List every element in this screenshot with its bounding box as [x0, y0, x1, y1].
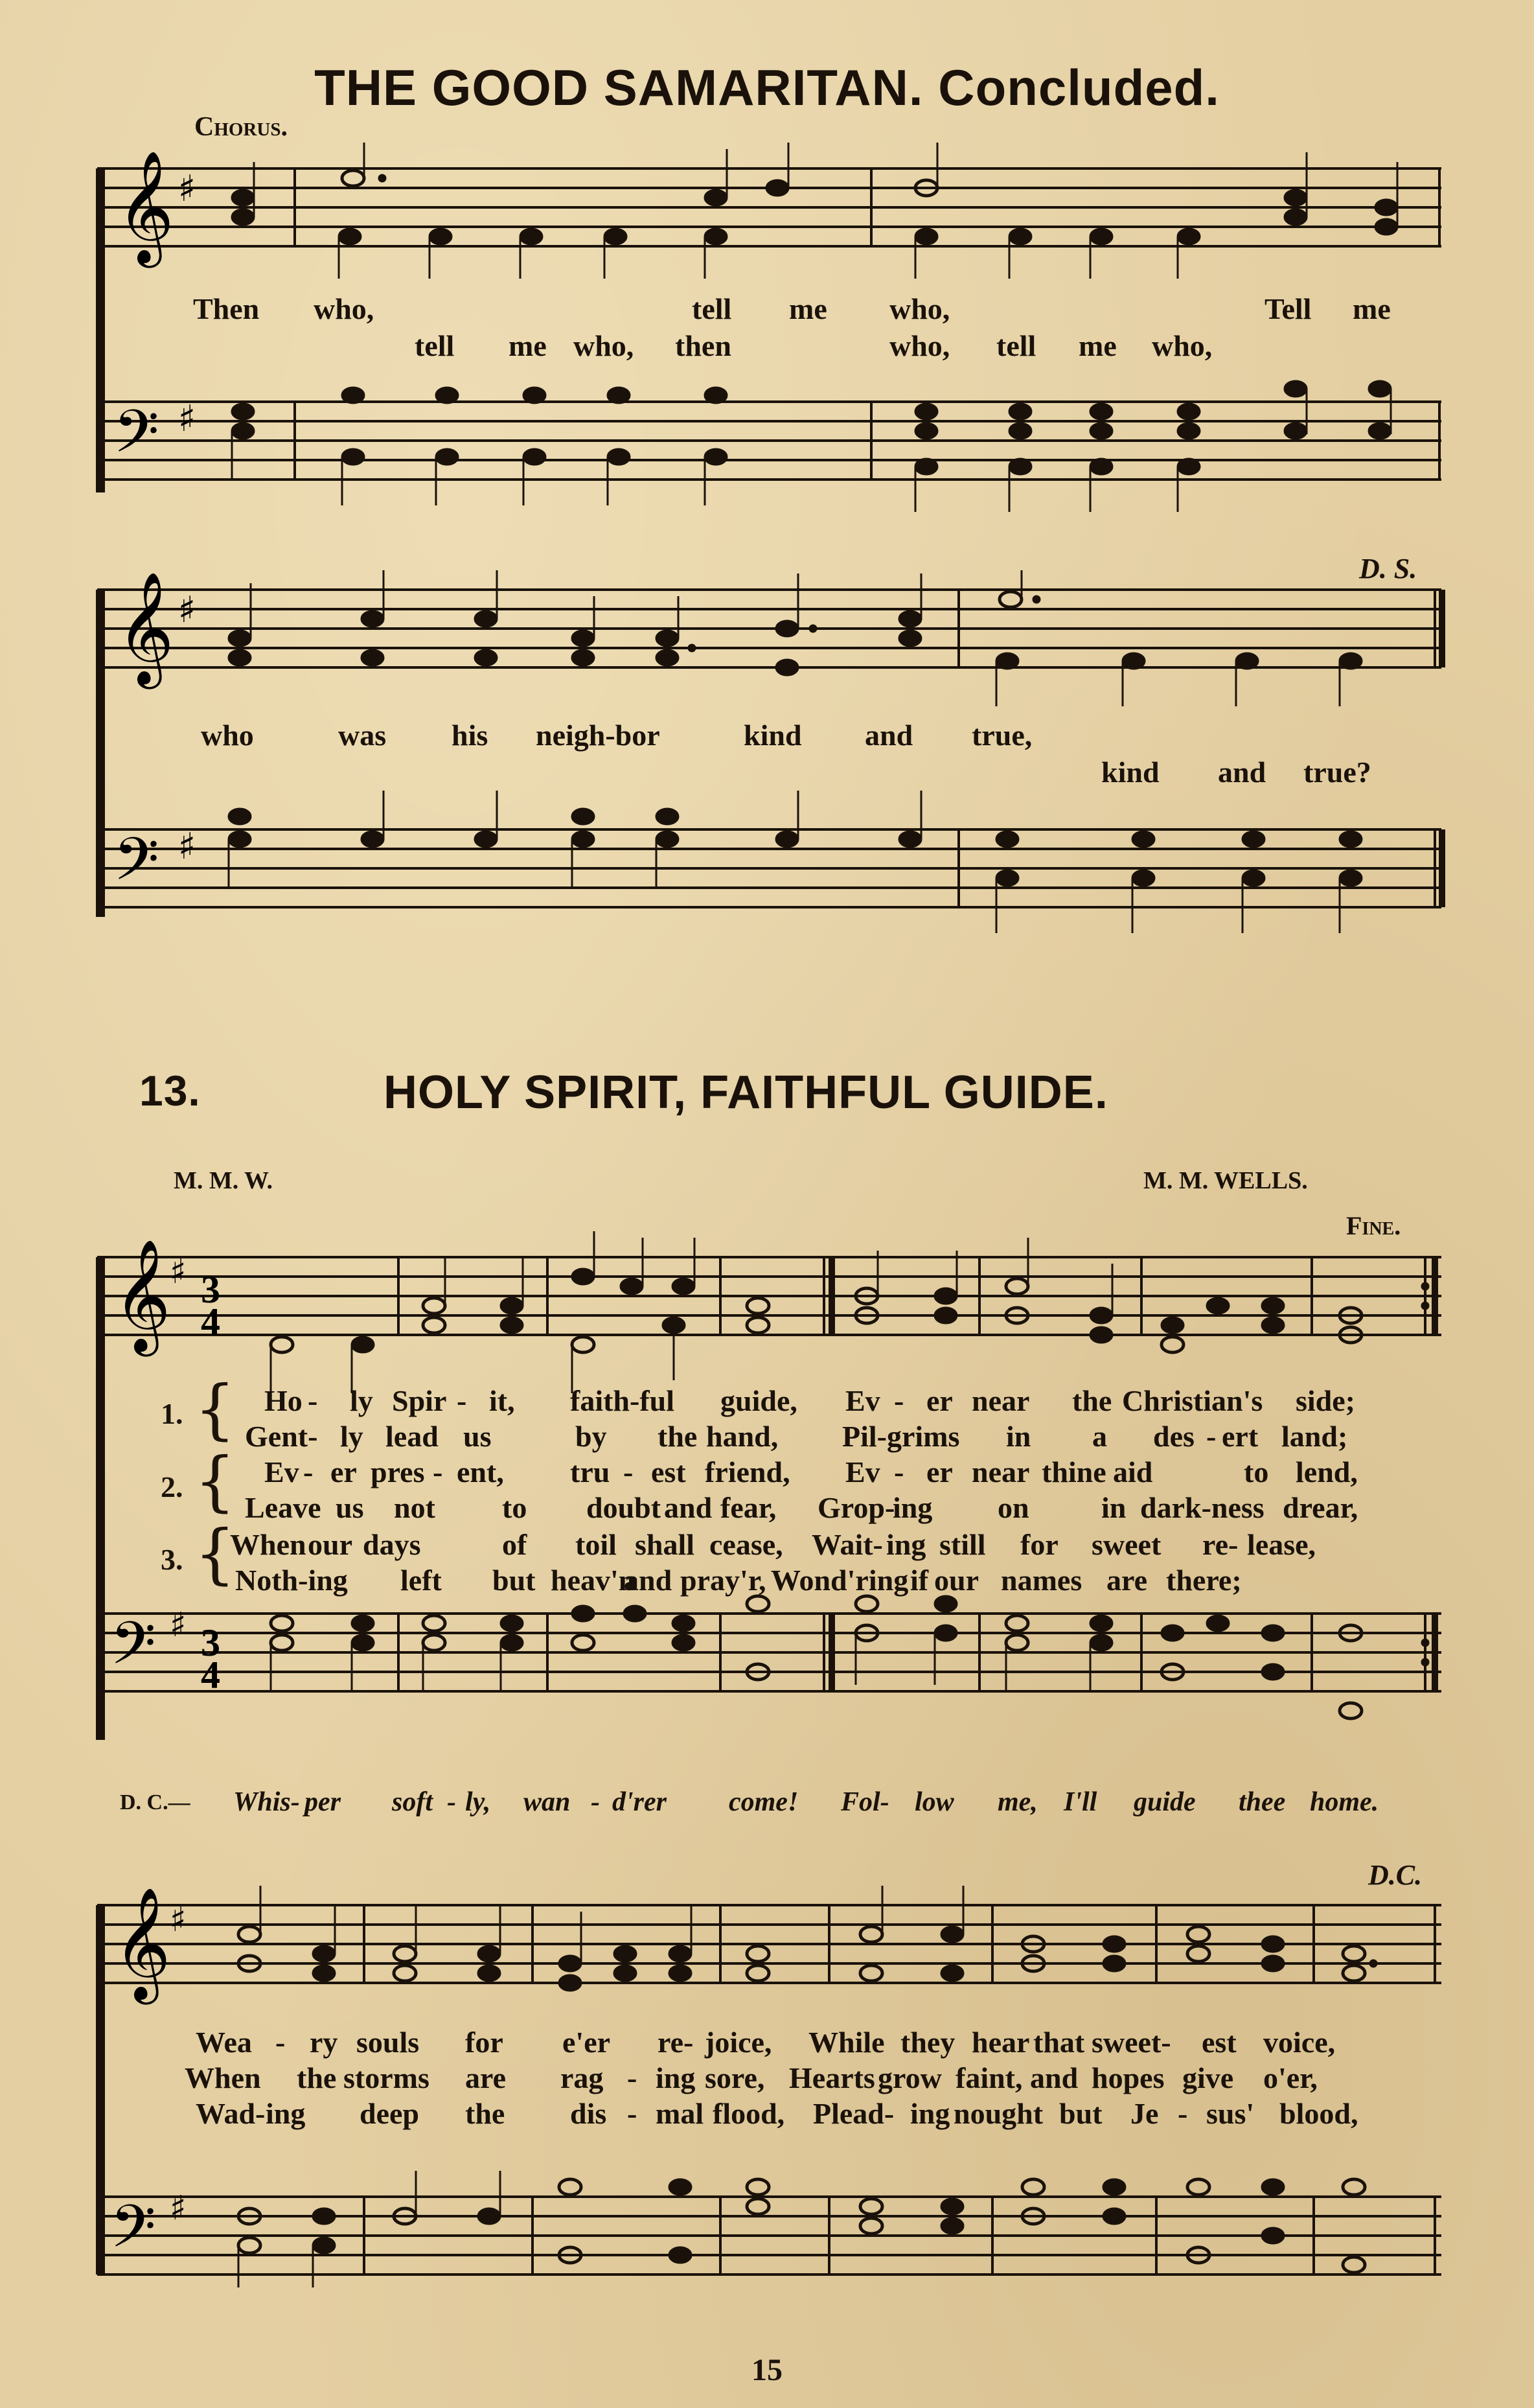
- stanza-3-line-2: Noth-ing left but heav'n and pray'r, Wond'ring if our names are there;: [235, 1564, 1242, 1597]
- svg-text:♯: ♯: [178, 168, 196, 210]
- samaritan-lyric-line-2-upper: who was his neigh-bor kind and true,: [201, 719, 1033, 752]
- stanza-1-line-1: Ho - ly Spir - it, faith-ful guide, Ev - er near the Christian's side;: [264, 1384, 1355, 1417]
- svg-text:𝄞: 𝄞: [113, 1239, 171, 1352]
- svg-text:𝄞: 𝄞: [117, 150, 174, 263]
- samaritan-lyric-line-2-lower: kind and true?: [1101, 756, 1371, 789]
- stanza-3-brace: {: [194, 1516, 236, 1592]
- refrain-line-1: Wea - ry souls for e'er re- joice, While they hear that sweet- est voice,: [196, 2026, 1336, 2059]
- stanza-2-number: 2.: [161, 1470, 183, 1503]
- svg-text:♯: ♯: [178, 398, 196, 440]
- stanza-2-line-2: Leave us not to doubt and fear, Grop- ing on in dark-ness drear,: [245, 1491, 1358, 1524]
- stanza-2-line-1: Ev - er pres - ent, tru - est friend, Ev - er near thine aid to lend,: [264, 1455, 1358, 1488]
- stanza-1-brace: {: [194, 1371, 236, 1447]
- page-number: 15: [751, 2353, 783, 2387]
- svg-text:3: 3: [201, 1621, 220, 1664]
- ds-mark: D. S.: [1359, 553, 1417, 585]
- svg-text:𝄢: 𝄢: [110, 2192, 156, 2275]
- composer-name: M. M. WELLS.: [1143, 1167, 1308, 1194]
- svg-text:𝄞: 𝄞: [113, 1887, 171, 2000]
- refrain-line-3: Wad- ing deep the dis - mal flood, Plead- ing nought but Je - sus' blood,: [196, 2097, 1358, 2130]
- svg-text:4: 4: [201, 1654, 220, 1696]
- stanza-3-line-1: When our days of toil shall cease, Wait- ing still for sweet re- lease,: [230, 1528, 1316, 1561]
- stanza-2-brace: {: [194, 1443, 236, 1519]
- dc-lyric-line: D. C.— Whis- per soft - ly, wan - d'rer come! Fol- low me, I'll guide thee home.: [120, 1787, 1379, 1817]
- samaritan-lyric-line-1-upper: Then who, tell me who, Tell me: [193, 292, 1391, 325]
- svg-text:𝄢: 𝄢: [113, 825, 159, 908]
- svg-text:♯: ♯: [170, 1606, 187, 1645]
- fine-mark: Fine.: [1346, 1211, 1401, 1240]
- svg-text:♯: ♯: [170, 1901, 187, 1939]
- samaritan-lyric-line-1-lower: tell me who, then who, tell me who,: [415, 329, 1213, 362]
- svg-text:♯: ♯: [178, 589, 196, 631]
- dc-mark: D.C.: [1368, 1859, 1423, 1891]
- hymn-title: HOLY SPIRIT, FAITHFUL GUIDE.: [384, 1067, 1108, 1118]
- svg-text:𝄞: 𝄞: [117, 572, 174, 684]
- svg-text:♯: ♯: [170, 1253, 187, 1291]
- refrain-line-2: When the storms are rag - ing sore, Hearts grow faint, and hopes give o'er,: [185, 2061, 1318, 2094]
- hymn-number: 13.: [139, 1067, 201, 1115]
- svg-text:𝄢: 𝄢: [113, 397, 159, 480]
- svg-text:♯: ♯: [178, 826, 196, 868]
- svg-text:4: 4: [201, 1301, 220, 1343]
- author-initials: M. M. W.: [174, 1167, 273, 1194]
- samaritan-title: THE GOOD SAMARITAN. Concluded.: [314, 59, 1220, 116]
- chorus-label: Chorus.: [194, 112, 288, 142]
- stanza-1-number: 1.: [161, 1397, 183, 1430]
- stanza-3-number: 3.: [161, 1543, 183, 1576]
- svg-text:3: 3: [201, 1268, 220, 1311]
- stanza-1-line-2: Gent- ly lead us by the hand, Pil-grims in a des - ert land;: [245, 1420, 1348, 1453]
- svg-text:♯: ♯: [170, 2189, 187, 2228]
- svg-text:𝄢: 𝄢: [110, 1609, 156, 1692]
